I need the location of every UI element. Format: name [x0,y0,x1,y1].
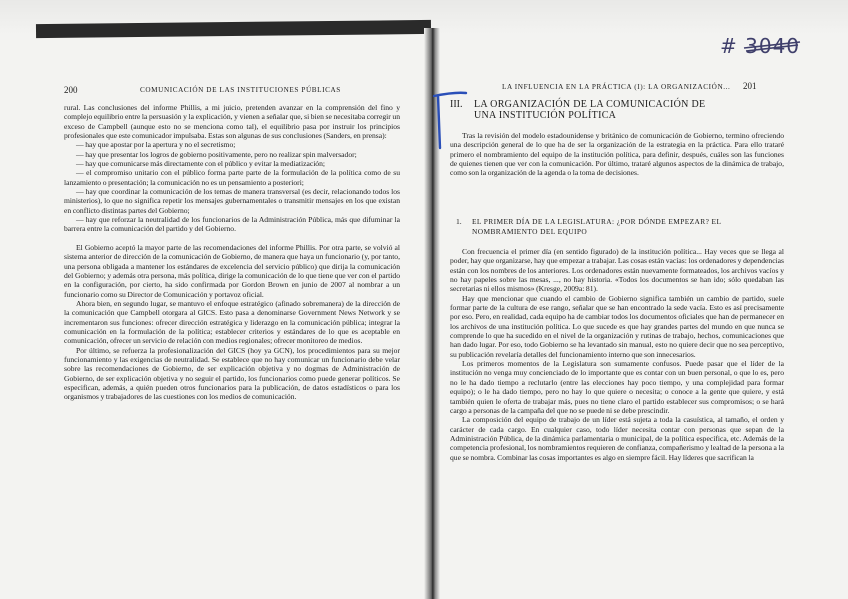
paragraph: Por último, se refuerza la profesionalización del GICS (hoy ya GCN), los procedimientos para su mejor funcionamiento y las exigencias de neutralidad. Se establece que no hay comunicar un funcionario debe velar sobre las recomendaciones de Gobierno, de ser explicación objetiva y no dogmas de Administración de Gobierno, de ser explicación objetiva y no seguir el partido, los funcionarios como puede generar políticos. Se especifican, además, a quién pueden otros funcionarios para la publicación, de datos estadísticos o para los organismos y trabajadores de las cuestiones con los medios de comunicación. [64,345,400,402]
paragraph: El Gobierno aceptó la mayor parte de las recomendaciones del informe Phillis. Por otra parte, se volvió al sistema anterior de dirección de la comunicación de Gobierno, de manera que haya un funcionario (y, por tanto, una persona obligada a mantener los estándares de excelencia del servicio público) que dirija la comunicación del Gobierno; y además otra persona, más política, dirige la comunicación de lo que tiene que ver con el partido en la configuración, por cierto, ha sido confirmada por Gordon Brown en junio de 2007 al nombrar a un funcionario como su Director de Comunicación y portavoz oficial. [64,242,400,299]
right-intro [450,131,784,178]
paragraph: Tras la revisión del modelo estadounidense y británico de comunicación de Gobierno, termino ofreciendo una descripción general de lo que ha de ser la organización de la estrategia en la práctica. Para ello trataré primero el nombramiento del equipo de la institución política, para definir, después, cuáles son las funciones de quienes tienen que ver con la comunicación. Por último, trataré algunos aspectos de la dinámica de trabajo, como son la organización de la agenda o la toma de decisiones. [450,131,784,178]
chapter-number: III. [450,99,463,110]
paragraph: Hay que mencionar que cuando el cambio de Gobierno significa también un cambio de partido, suele formar parte de la cultura de ese rango, señalar que se han encontrado la sede vacía. Esto es así precisamente por eso. Pero, en realidad, cada equipo ha de cambiar todos los documentos oficiales que han de permanecer en los archivos de una institución política. Lo que sucede es que hay grandes partes del mundo en que nunca se comprende lo que ha sucedido en el nivel de la organización y rutinas de trabajo, hechos, comunicaciones que han dado lugar. Por eso, todo Gobierno se ha levantado sin manual, esto no quiere decir que no sea perceptivo, su publicación revelaría detalles del funcionamiento interno que son innecesarios. [450,293,784,359]
right-page [440,0,848,599]
strike-through-mark [742,36,802,54]
left-page-number: 200 [64,85,78,95]
left-running-head: COMUNICACIÓN DE LAS INSTITUCIONES PÚBLICAS [140,86,341,94]
paragraph: Los primeros momentos de la Legislatura son sumamente confusos. Puede pasar que el líder de la institución no venga muy concienciado de lo importante que es contar con un buen personal, o que lo es, pero no le ha dado tiempo a reclutarlo (entre las elecciones hay poco tiempo, y una complejidad para formar equipo); o le ha dado tiempo, pero no hay lo que quiere o necesita; o conoce a la gente que quiere, y está también quien le oferta de trabajar más, pues no tiene claro el partido establecer sus compromisos; o se hará cargo a personas de la campaña del que no se puede ni se debe prescindir. [450,359,784,415]
right-body [450,247,784,462]
paragraph: rural. Las conclusiones del informe Phillis, a mi juicio, pretenden avanzar en la comprensión del fino y complejo equilibrio entre la persuasión y la explicación, y vienen a señalar que, si bien se necesitaba corregir un exceso de Campbell (aunque esto no se menciona como tal), el equilibrio pasa por instruir los principios profesionales que este comunicador impulsaba. Estas son algunas de sus conclusiones (Sanders, en prensa): [64,103,400,141]
list-item: — hay que coordinar la comunicación de los temas de manera transversal (es decir, relacionando todos los ministerios), lo que no significa repetir los mensajes gubernamentales o transmitir mensajes en los que existan en conflicto distintas partes del Gobierno; [64,187,400,215]
paragraph: La composición del equipo de trabajo de un líder está sujeta a toda la casuística, al tamaño, el orden y carácter de cada cargo. En cualquier caso, todo líder necesita contar con personas que sepan de la Administración Pública, de la dinámica parlamentaria o municipal, de la política específica, etc. Además de la competencia profesional, los nombramientos requieren de confianza, compañerismo y lealtad de la persona a la que se nombra. Combinar las cosas importantes es algo en siempre fácil. Hay líderes que sacrifican la [450,415,785,462]
list-item: — hay que reforzar la neutralidad de los funcionarios de la Administración Pública, más que difuminar la barrera entre la comunicación del partido y del Gobierno. [64,215,400,234]
list-item: — hay que presentar los logros de gobierno positivamente, pero no realizar spin malversador; [76,149,357,159]
paragraph: Ahora bien, en segundo lugar, se mantuvo el enfoque estratégico (afinado sobremanera) de la dirección de la comunicación que Campbell otorgara al GICS. Esto pasa a denominarse Government News Network y se incrementaron sus funciones: ofrecer dirección estratégica y liderazgo en la comunicación pública; integrar la comunicación en la formulación de la política; establecer criterios y estándares de lo que es aceptable en comunicación, ofrecer un servicio de relación con medios regionales; ofrecer monitoreo de medios. [64,298,400,346]
archive-stamp: # 3040 [720,34,801,58]
list-item: — el compromiso unitario con el público forma parte parte de la formulación de la política como de su lanzamiento o presentación; la comunicación no es un pensamiento a posteriori; [64,168,400,187]
section-number: 1. [456,217,462,226]
pen-margin-mark [430,90,470,150]
chapter-title: LA ORGANIZACIÓN DE LA COMUNICACIÓN DE UNA INSTITUCIÓN POLÍTICA [474,99,706,121]
right-page-number: 201 [743,81,757,91]
left-body [64,103,400,402]
section-title: EL PRIMER DÍA DE LA LEGISLATURA: ¿POR DÓNDE EMPEZAR? EL NOMBRAMIENTO DEL EQUIPO [472,217,722,236]
list-item: — hay que apostar por la apertura y no el secretismo; [76,140,236,150]
list-item: — hay que comunicarse más directamente con el público y evitar la mediatización; [76,159,326,169]
right-running-head: LA INFLUENCIA EN LA PRÁCTICA (I): LA ORGANIZACIÓN... [502,83,731,91]
paragraph: Con frecuencia el primer día (en sentido figurado) de la institución política... Hay veces que se llega al poder, hay que organizarse, hay que empezar a trabajar. Las cosas están vacías: los ordenadores y dependencias están con los nombres de los anteriores. Los ordenadores están nuevamente formateados, los archivos vacíos y no hay papeles sobre las mesas, ..., no hay historia. «Todos los documentos se han ido; sólo quedaban las secretarias ni ellos mismos» (Kresge, 2009a: 81). [450,247,784,294]
